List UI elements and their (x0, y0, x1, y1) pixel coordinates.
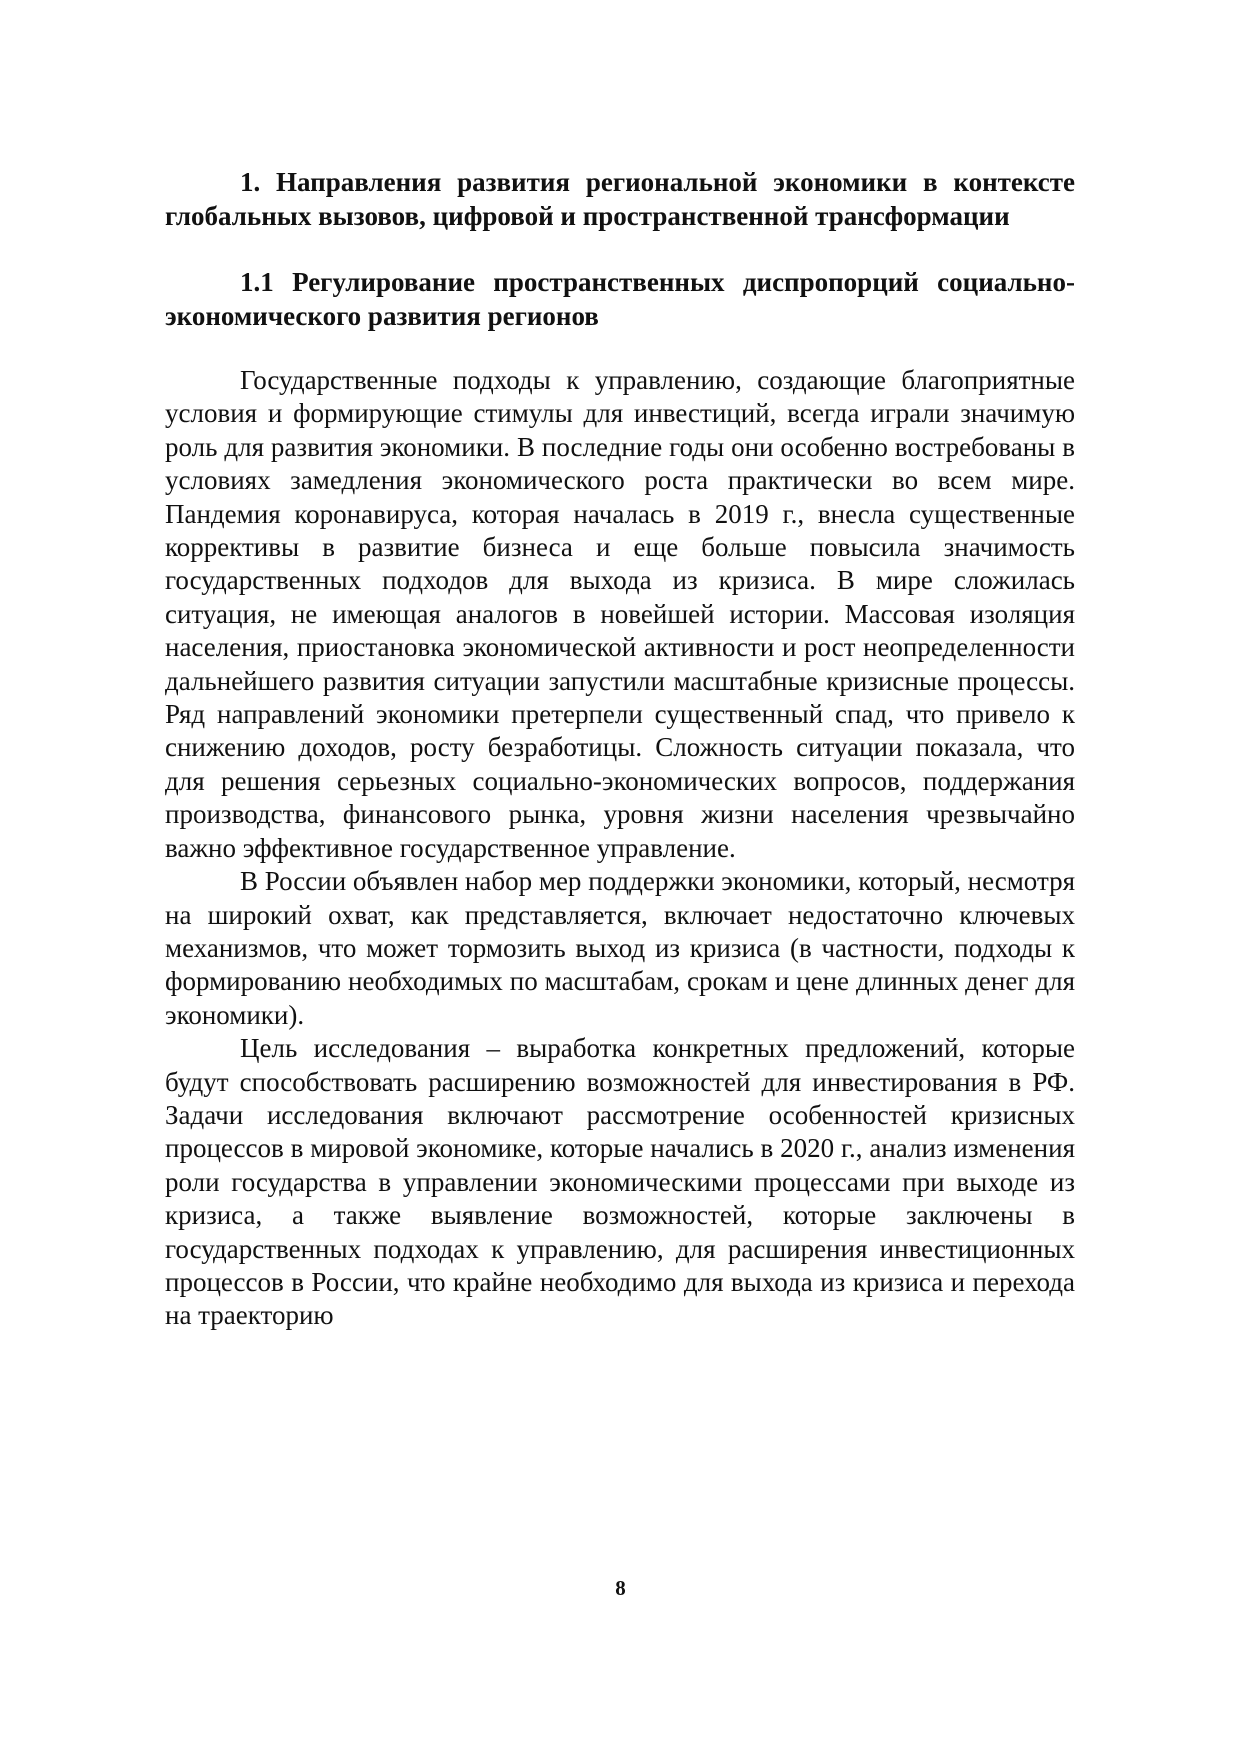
section-heading: 1.1 Регулирование пространственных диспропорций социально-экономического развития регионов (165, 267, 1075, 331)
page-number: 8 (615, 1576, 626, 1600)
paragraph-2: В России объявлен набор мер поддержки экономики, который, несмотря на широкий охват, как представляется, включает недостаточно ключевых механизмов, что может тормозить выход из кризиса (в частности, подходы к формированию необходимых по масштабам, срокам и цене длинных денег для экономики). (165, 866, 1075, 1030)
paragraph-1: Государственные подходы к управлению, создающие благоприятные условия и формирующие стимулы для инвестиций, всегда играли значимую роль для развития экономики. В последние годы они особенно востребованы в условиях замедления экономического роста практически во всем мире. Пандемия коронавируса, которая началась в 2019 г., внесла существенные коррективы в развитие бизнеса и еще больше повысила значимость государственных подходов для выхода из кризиса. В мире сложилась ситуация, не имеющая аналогов в новейшей истории. Массовая изоляция населения, приостановка экономической активности и рост неопределенности дальнейшего развития ситуации запустили масштабные кризисные процессы. Ряд направлений экономики претерпели существенный спад, что привело к снижению доходов, росту безработицы. Сложность ситуации показала, что для решения серьезных социально-экономических вопросов, поддержания производства, финансового рынка, уровня жизни населения чрезвычайно важно эффективное государственное управление. (165, 365, 1075, 863)
chapter-heading: 1. Направления развития региональной экономики в контексте глобальных вызовов, цифровой и пространственной трансформации (165, 167, 1075, 231)
paragraph-3: Цель исследования – выработка конкретных предложений, которые будут способствовать расширению возможностей для инвестирования в РФ. Задачи исследования включают рассмотрение особенностей кризисных процессов в мировой экономике, которые начались в 2020 г., анализ изменения роли государства в управлении экономическими процессами при выходе из кризиса, а также выявление возможностей, которые заключены в государственных подходах к управлению, для расширения инвестиционных процессов в России, что крайне необходимо для выхода из кризиса и перехода на траекторию (165, 1033, 1075, 1331)
page-body (165, 165, 1075, 1333)
